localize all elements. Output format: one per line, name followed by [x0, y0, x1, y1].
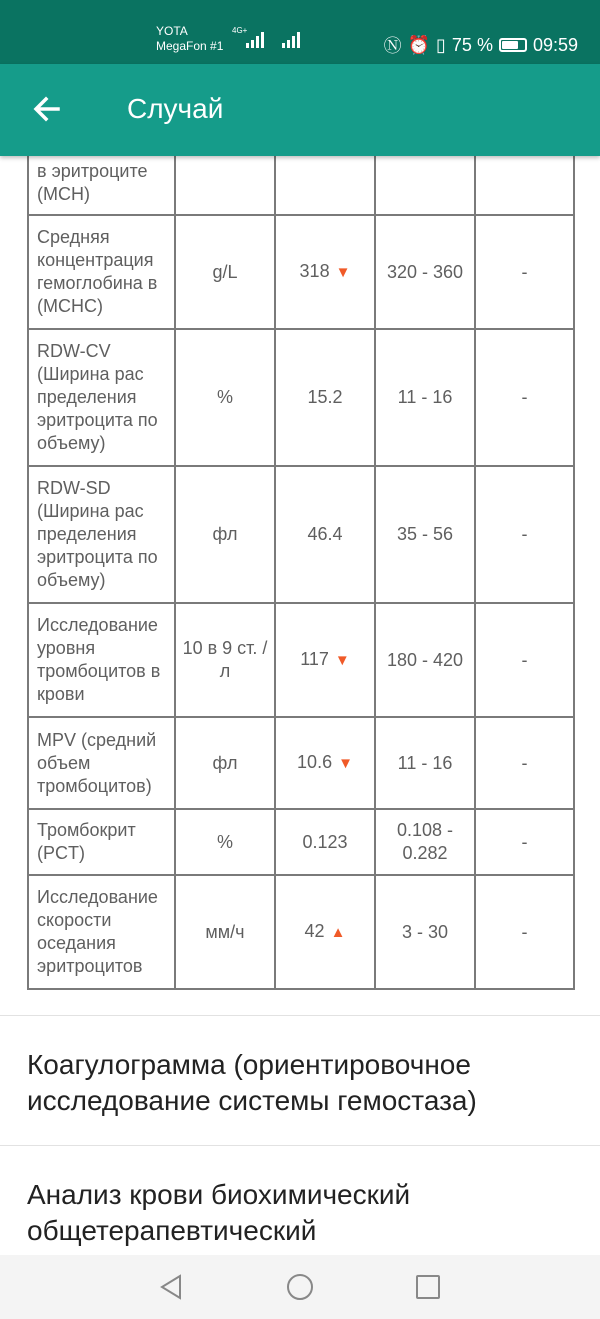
test-name: Тромбокрит (PCT) [28, 809, 175, 875]
signal-icon-2 [282, 32, 302, 48]
unit-cell: 10 в 9 ст. / л [175, 603, 275, 717]
test-name: MPV (средний объем тромбоцитов) [28, 717, 175, 809]
result-value: 117 [300, 649, 329, 669]
system-nav-bar [0, 1255, 600, 1319]
test-name: Исследование скорости оседания эритроцитов [28, 875, 175, 989]
result-value: 46.4 [307, 524, 343, 544]
unit-cell: % [175, 809, 275, 875]
table-row [28, 717, 574, 809]
vibrate-icon: ▯ [436, 34, 446, 55]
status-right [384, 32, 578, 58]
reference-cell [375, 156, 475, 215]
test-name: RDW-SD (Ширина рас пределения эритроцита по объему) [28, 466, 175, 603]
network-type: 4G+ [232, 26, 248, 35]
carrier-info [156, 24, 223, 54]
value-cell [275, 329, 375, 466]
table-row [28, 603, 574, 717]
reference-cell: 11 - 16 [375, 717, 475, 809]
carrier-2: MegaFon #1 [156, 39, 224, 53]
value-cell [275, 603, 375, 717]
unit-cell: фл [175, 466, 275, 603]
nav-home-icon[interactable] [285, 1272, 315, 1302]
table-row [28, 329, 574, 466]
test-name: в эритроците (MCH) [28, 156, 175, 215]
page-title: Случай [127, 93, 224, 124]
content-scroll[interactable] [0, 156, 600, 1255]
result-value: 318 [299, 261, 330, 281]
signal-icon [246, 32, 266, 48]
battery-fill [502, 41, 519, 49]
comment-cell: - [475, 875, 574, 989]
comment-cell [475, 156, 574, 215]
carrier-1: YOTA [156, 24, 188, 38]
test-name: RDW-CV (Ширина рас пределения эритроцита по объему) [28, 329, 175, 466]
battery-percent: 75 % [451, 34, 493, 55]
table-row [28, 156, 574, 215]
clock: 09:59 [532, 34, 578, 55]
test-name: Средняя концентрация гемоглобина в (MCHC) [28, 215, 175, 329]
app-bar [0, 64, 600, 156]
value-cell [275, 215, 375, 329]
result-value: 0.123 [302, 831, 348, 852]
nav-back-icon[interactable] [156, 1272, 186, 1302]
table-row [28, 215, 574, 329]
value-cell [275, 466, 375, 603]
back-arrow-icon[interactable] [30, 92, 64, 126]
battery-icon [499, 38, 527, 52]
low-flag-icon: ▼ [338, 755, 353, 772]
reference-cell: 3 - 30 [375, 875, 475, 989]
alarm-icon: ⏰ [407, 34, 431, 55]
unit-cell: g/L [175, 215, 275, 329]
status-bar [0, 0, 600, 64]
lab-results-table [27, 156, 575, 990]
nfc-icon: Ⓝ [383, 36, 402, 56]
reference-cell: 320 - 360 [375, 215, 475, 329]
reference-cell: 11 - 16 [375, 329, 475, 466]
comment-cell: - [475, 603, 574, 717]
unit-cell: % [175, 329, 275, 466]
value-cell [275, 809, 375, 875]
result-value: 10.6 [297, 752, 333, 772]
table-row [28, 466, 574, 603]
reference-cell: 180 - 420 [375, 603, 475, 717]
high-flag-icon: ▲ [330, 924, 346, 941]
comment-cell: - [475, 329, 574, 466]
section-coagulogram[interactable]: Коагулограмма (ориентировочное исследование системы гемостаза) [27, 1049, 477, 1116]
reference-cell: 35 - 56 [375, 466, 475, 603]
result-value: 15.2 [307, 387, 343, 407]
comment-cell: - [475, 215, 574, 329]
result-value: 42 [304, 921, 325, 941]
comment-cell: - [475, 717, 574, 809]
comment-cell: - [475, 809, 574, 875]
low-flag-icon: ▼ [334, 652, 350, 669]
unit-cell: мм/ч [175, 875, 275, 989]
section-biochemistry[interactable]: Анализ крови биохимический общетерапевтический [27, 1179, 411, 1246]
unit-cell [175, 156, 275, 215]
table-row [28, 875, 574, 989]
divider [0, 1015, 600, 1016]
nav-recents-icon[interactable] [413, 1272, 443, 1302]
value-cell [275, 156, 375, 215]
value-cell [275, 875, 375, 989]
low-flag-icon: ▼ [335, 264, 351, 281]
comment-cell: - [475, 466, 574, 603]
divider [0, 1145, 600, 1146]
unit-cell: фл [175, 717, 275, 809]
test-name: Исследование уровня тромбоцитов в крови [28, 603, 175, 717]
reference-cell: 0.108 - 0.282 [375, 809, 475, 875]
value-cell [275, 717, 375, 809]
table-row [28, 809, 574, 875]
